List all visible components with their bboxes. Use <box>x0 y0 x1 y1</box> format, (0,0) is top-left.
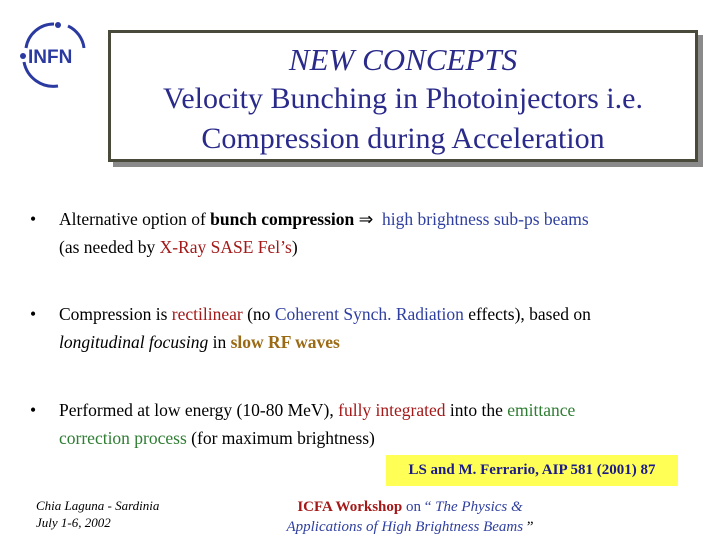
bullet-2-highlight-2: Coherent Synch. Radiation <box>274 304 464 324</box>
implies-arrow: ⇒ <box>358 209 374 229</box>
bullet-1-emphasis: bunch compression <box>210 209 355 229</box>
bullet-2-highlight: rectilinear <box>171 304 243 324</box>
footer-venue <box>36 497 159 531</box>
bullet-3 <box>30 396 710 452</box>
bullet-dot: • <box>30 400 37 420</box>
title-line-2: Velocity Bunching in Photoinjectors i.e. <box>163 82 643 115</box>
title-line-3: Compression during Acceleration <box>201 122 605 155</box>
footer-part: The Physics & <box>435 499 523 515</box>
bullet-2-part: Compression is <box>59 304 172 324</box>
footer-venue-line-1: Chia Laguna - Sardinia <box>36 498 160 513</box>
title-line-1: NEW CONCEPTS <box>288 42 518 77</box>
bullet-2-text <box>59 300 710 356</box>
bullet-3-text <box>59 396 710 452</box>
footer-part: on “ <box>402 499 436 515</box>
bullet-2 <box>30 300 710 356</box>
workshop-name: ICFA Workshop <box>297 499 403 515</box>
bullet-3-part: Performed at low energy (10-80 MeV), <box>59 400 339 420</box>
bullet-1-part: Alternative option of <box>59 209 211 229</box>
bullet-2-part: effects), based on <box>463 304 591 324</box>
bullet-3-highlight: fully integrated <box>338 400 446 420</box>
logo-text: INFN <box>28 47 73 68</box>
footer-part: ” <box>523 519 534 535</box>
bullet-3-part: (for maximum brightness) <box>186 428 375 448</box>
footer-venue-line-2: July 1-6, 2002 <box>36 515 111 530</box>
bullet-3-part: into the <box>445 400 508 420</box>
footer-workshop <box>240 497 580 537</box>
bullet-1-highlight-2: X-Ray SASE Fel’s <box>159 237 292 257</box>
infn-logo <box>18 18 90 90</box>
bullet-2-highlight-3: slow RF waves <box>230 332 340 352</box>
bullet-1-highlight: high brightness sub-ps beams <box>382 209 589 229</box>
footer-part: Applications of High Brightness Beams <box>286 519 524 535</box>
bullet-1-part: (as needed by <box>59 237 160 257</box>
bullet-2-part: (no <box>242 304 275 324</box>
title-box <box>108 30 698 162</box>
bullet-1-part: ) <box>291 237 298 257</box>
bullet-3-highlight-3: correction process <box>59 428 187 448</box>
bullet-dot: • <box>30 209 37 229</box>
bullet-1-text <box>59 205 710 261</box>
reference-badge: LS and M. Ferrario, AIP 581 (2001) 87 <box>386 455 678 486</box>
bullet-3-highlight-2: emittance <box>507 400 576 420</box>
bullet-dot: • <box>30 304 37 324</box>
bullet-2-part: in <box>208 332 231 352</box>
bullet-2-italic: longitudinal focusing <box>59 332 209 352</box>
bullet-1 <box>30 205 710 261</box>
